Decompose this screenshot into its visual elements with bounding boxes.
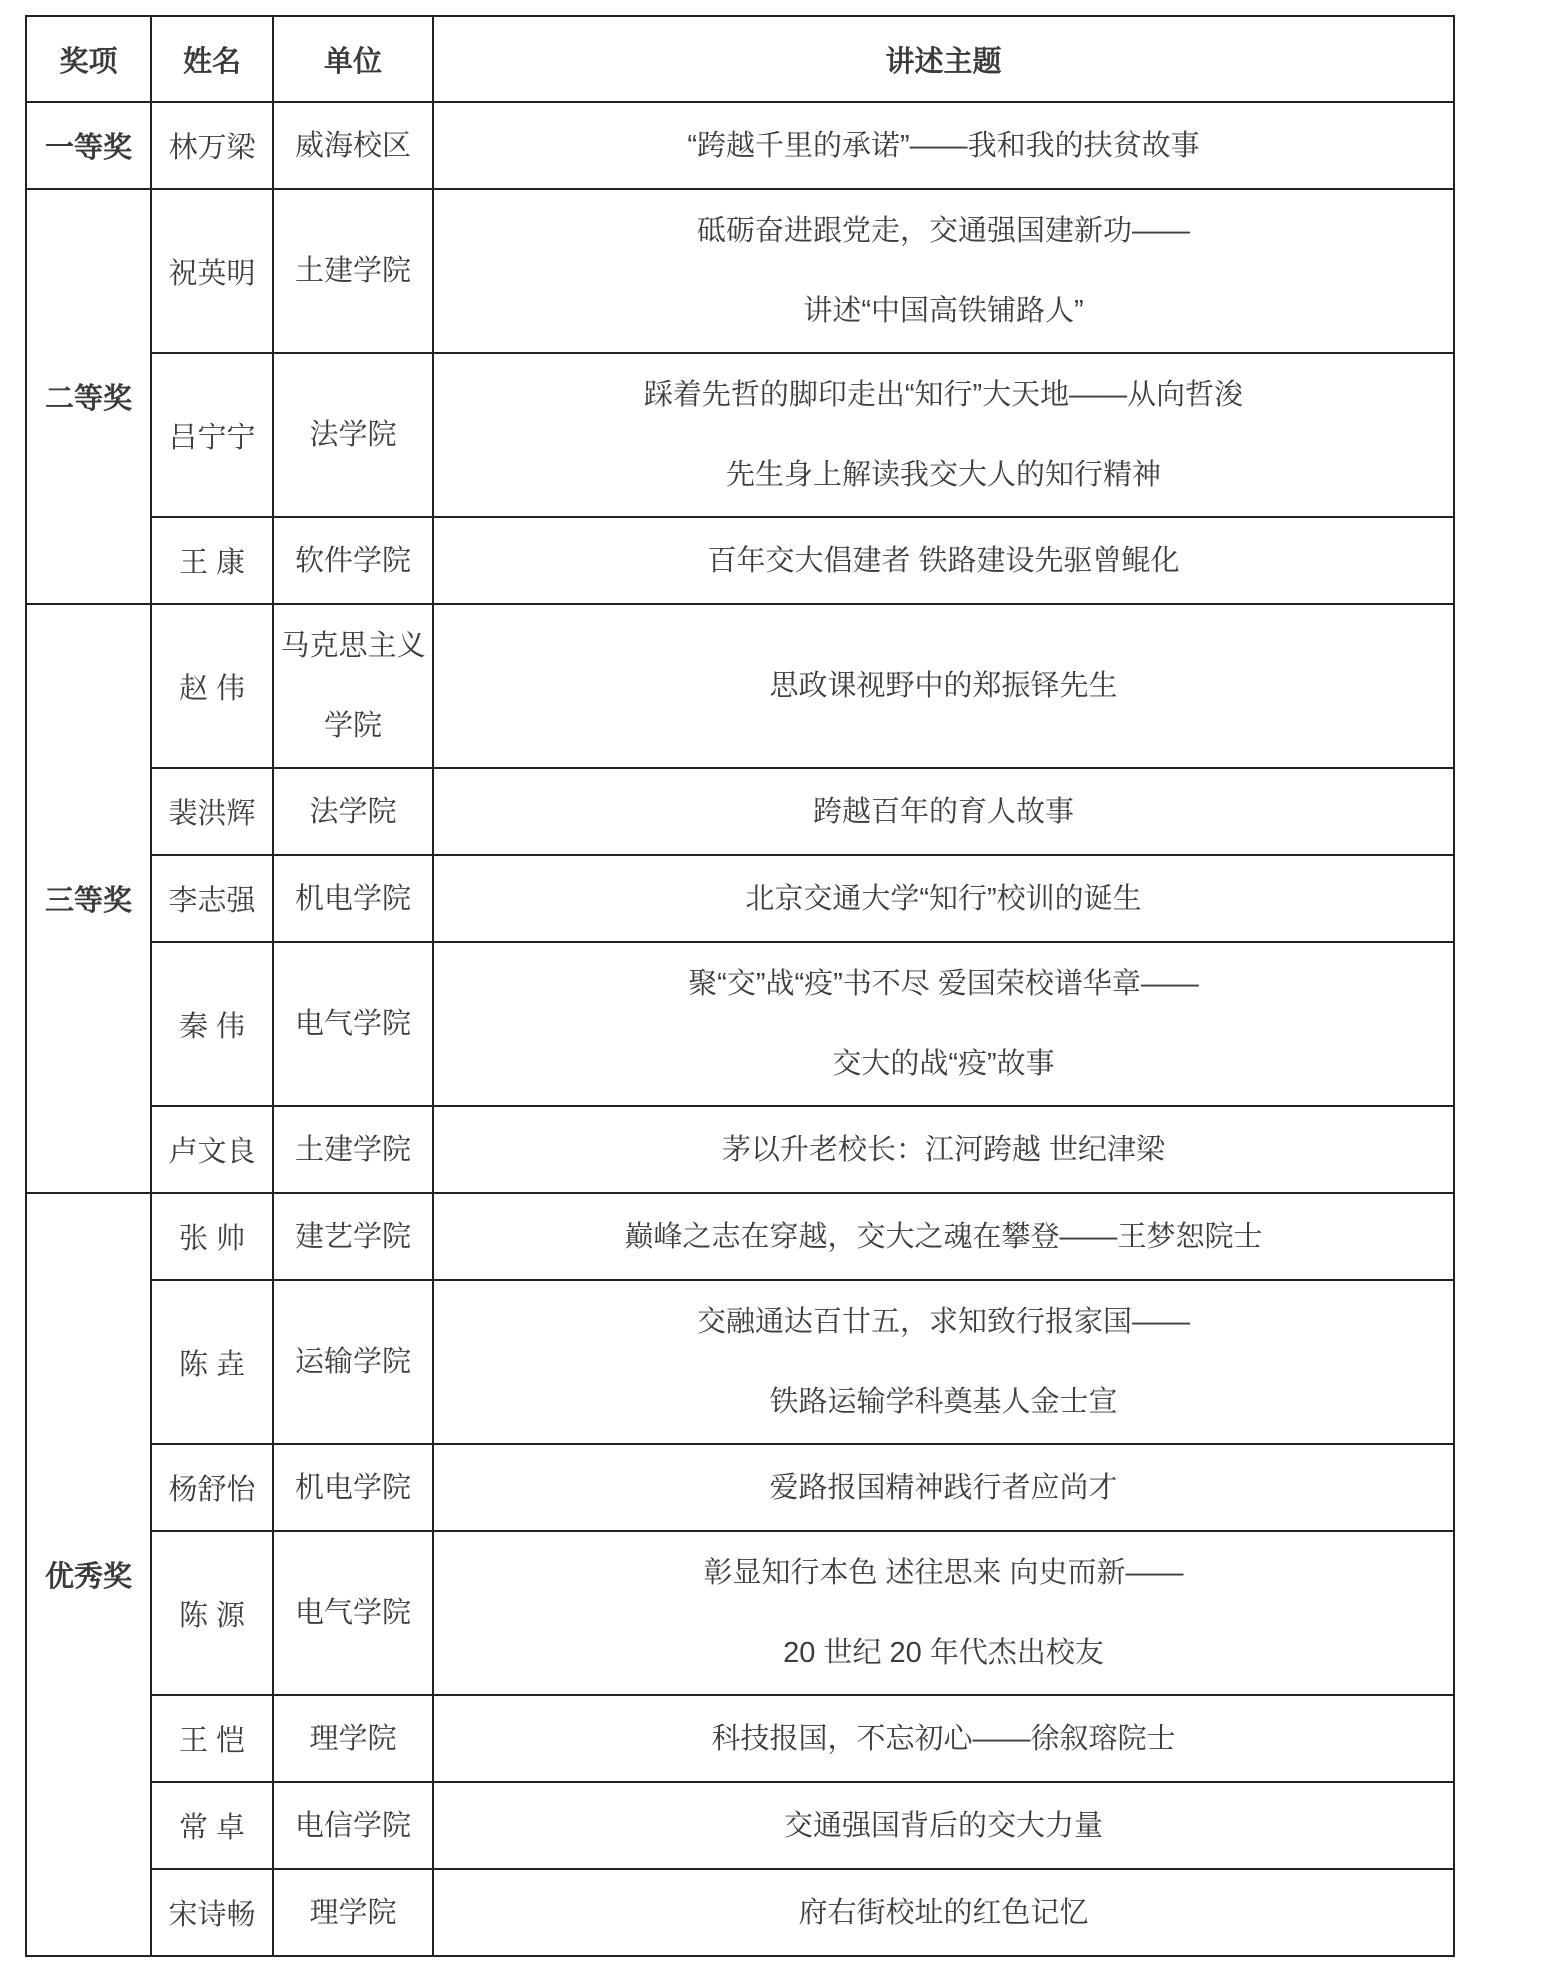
unit-cell — [273, 1106, 433, 1193]
theme-cell — [433, 768, 1454, 855]
theme-cell — [433, 189, 1454, 353]
table-row — [26, 102, 1454, 189]
unit-cell — [273, 768, 433, 855]
name-cell: 王 恺 — [151, 1695, 273, 1782]
unit-line: 电气学院 — [294, 1008, 411, 1040]
table-row — [26, 1531, 1454, 1695]
unit-cell — [273, 1531, 433, 1695]
table-row — [26, 1444, 1454, 1531]
name-cell: 陈 垚 — [151, 1280, 273, 1444]
table-header — [26, 16, 1454, 102]
name-cell: 吕宁宁 — [151, 353, 273, 517]
theme-line: 思政课视野中的郑振铎先生 — [769, 670, 1118, 702]
unit-cell — [273, 189, 433, 353]
unit-line: 法学院 — [309, 419, 397, 451]
table-row — [26, 1193, 1454, 1280]
table-row — [26, 768, 1454, 855]
name-cell: 宋诗畅 — [151, 1869, 273, 1956]
theme-cell — [433, 1695, 1454, 1782]
unit-cell — [273, 1280, 433, 1444]
unit-line: 建艺学院 — [294, 1220, 411, 1253]
name-cell: 祝英明 — [151, 189, 273, 353]
name-cell: 卢文良 — [151, 1106, 273, 1193]
table-row — [26, 189, 1454, 353]
unit-cell — [273, 942, 433, 1106]
unit-cell — [273, 517, 433, 604]
unit-line: 马克思主义 — [280, 630, 426, 662]
awards-table — [25, 15, 1455, 1957]
unit-line: 电信学院 — [294, 1809, 411, 1842]
theme-line: 20 世纪 20 年代杰出校友 — [783, 1637, 1104, 1669]
theme-cell — [433, 1531, 1454, 1695]
theme-line: 交融通达百廿五，求知致行报家国—— — [696, 1306, 1190, 1338]
award-cell: 优秀奖 — [26, 1193, 151, 1956]
table-body — [26, 102, 1454, 1956]
table-row — [26, 1280, 1454, 1444]
header-award: 奖项 — [26, 16, 151, 102]
theme-cell — [433, 1280, 1454, 1444]
theme-cell — [433, 353, 1454, 517]
award-cell: 二等奖 — [26, 189, 151, 604]
unit-line: 理学院 — [309, 1722, 397, 1755]
theme-line: 科技报国，不忘初心——徐叙瑢院士 — [711, 1722, 1176, 1755]
theme-cell — [433, 1106, 1454, 1193]
header-name: 姓名 — [151, 16, 273, 102]
theme-cell — [433, 1782, 1454, 1869]
theme-line: 铁路运输学科奠基人金士宣 — [769, 1386, 1118, 1418]
name-cell: 张 帅 — [151, 1193, 273, 1280]
table-row — [26, 604, 1454, 768]
theme-cell — [433, 855, 1454, 942]
theme-line: 爱路报国精神践行者应尚才 — [769, 1471, 1118, 1504]
header-theme: 讲述主题 — [433, 16, 1454, 102]
unit-line: 学院 — [323, 710, 382, 742]
theme-cell — [433, 1444, 1454, 1531]
name-cell: 赵 伟 — [151, 604, 273, 768]
name-cell: 林万梁 — [151, 102, 273, 189]
unit-line: 土建学院 — [294, 1133, 411, 1166]
table-row — [26, 353, 1454, 517]
theme-cell — [433, 1193, 1454, 1280]
unit-cell — [273, 1869, 433, 1956]
unit-line: 机电学院 — [294, 1471, 411, 1504]
theme-line: 彰显知行本色 述往思来 向史而新—— — [703, 1557, 1184, 1589]
theme-cell — [433, 517, 1454, 604]
theme-line: 府右街校址的红色记忆 — [798, 1896, 1089, 1929]
unit-cell — [273, 1193, 433, 1280]
theme-cell — [433, 942, 1454, 1106]
name-cell: 李志强 — [151, 855, 273, 942]
award-cell: 一等奖 — [26, 102, 151, 189]
theme-line: 交通强国背后的交大力量 — [783, 1809, 1103, 1842]
name-cell: 杨舒怡 — [151, 1444, 273, 1531]
unit-cell — [273, 1782, 433, 1869]
unit-line: 机电学院 — [294, 882, 411, 915]
table-row — [26, 1106, 1454, 1193]
theme-line: 砥砺奋进跟党走，交通强国建新功—— — [696, 215, 1190, 247]
table-row — [26, 1695, 1454, 1782]
unit-line: 电气学院 — [294, 1597, 411, 1629]
unit-line: 土建学院 — [294, 255, 411, 287]
unit-cell — [273, 1444, 433, 1531]
table-row — [26, 942, 1454, 1106]
unit-line: 运输学院 — [294, 1346, 411, 1378]
table-row — [26, 517, 1454, 604]
unit-line: 理学院 — [309, 1896, 397, 1929]
unit-cell — [273, 1695, 433, 1782]
theme-line: 踩着先哲的脚印走出“知行”大天地——从向哲浚 — [643, 379, 1244, 411]
unit-cell — [273, 855, 433, 942]
header-unit: 单位 — [273, 16, 433, 102]
table-row — [26, 855, 1454, 942]
unit-line: 威海校区 — [294, 129, 411, 162]
theme-line: 聚“交”战“疫”书不尽 爱国荣校谱华章—— — [688, 968, 1199, 1000]
name-cell: 陈 源 — [151, 1531, 273, 1695]
table-row — [26, 1782, 1454, 1869]
theme-line: 北京交通大学“知行”校训的诞生 — [745, 882, 1142, 915]
name-cell: 常 卓 — [151, 1782, 273, 1869]
header-row — [26, 16, 1454, 102]
unit-cell — [273, 604, 433, 768]
theme-line: 巅峰之志在穿越，交大之魂在攀登——王梦恕院士 — [624, 1220, 1263, 1253]
unit-cell — [273, 102, 433, 189]
theme-line: “跨越千里的承诺”——我和我的扶贫故事 — [687, 129, 1200, 162]
theme-line: 先生身上解读我交大人的知行精神 — [725, 459, 1161, 491]
theme-line: 交大的战“疫”故事 — [832, 1048, 1055, 1080]
theme-cell — [433, 102, 1454, 189]
unit-line: 软件学院 — [294, 544, 411, 577]
theme-line: 茅以升老校长：江河跨越 世纪津梁 — [721, 1133, 1166, 1166]
table-row — [26, 1869, 1454, 1956]
name-cell: 王 康 — [151, 517, 273, 604]
award-cell: 三等奖 — [26, 604, 151, 1193]
name-cell: 裴洪辉 — [151, 768, 273, 855]
theme-line: 百年交大倡建者 铁路建设先驱曾鲲化 — [707, 544, 1180, 577]
theme-cell — [433, 1869, 1454, 1956]
unit-cell — [273, 353, 433, 517]
theme-line: 讲述“中国高铁铺路人” — [803, 295, 1084, 327]
unit-line: 法学院 — [309, 795, 397, 828]
name-cell: 秦 伟 — [151, 942, 273, 1106]
theme-line: 跨越百年的育人故事 — [812, 795, 1074, 828]
theme-cell — [433, 604, 1454, 768]
